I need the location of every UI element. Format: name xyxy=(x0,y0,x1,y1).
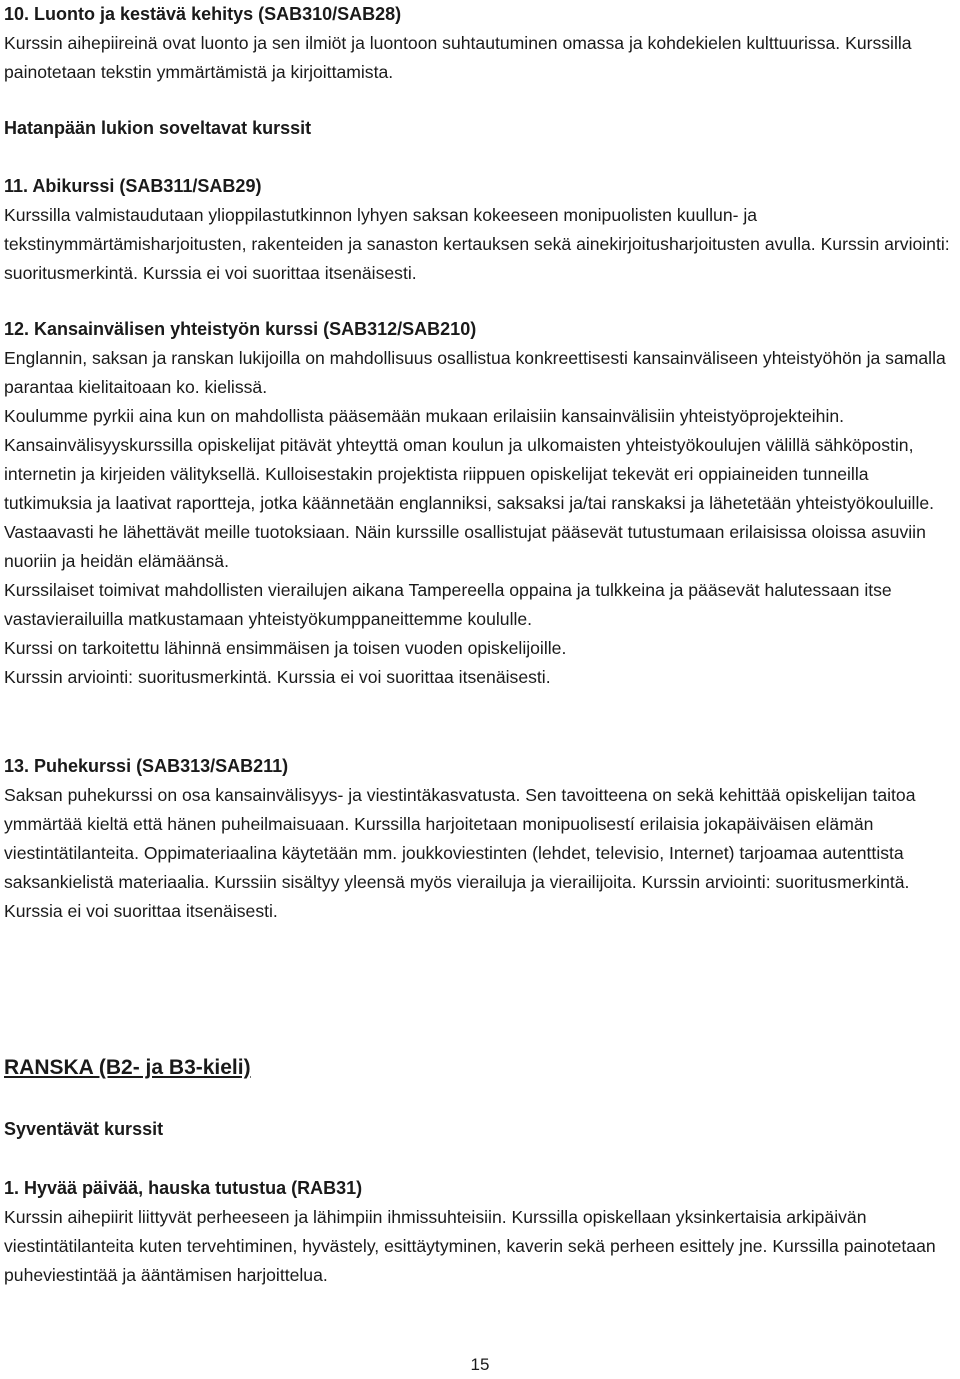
course-group-heading: Syventävät kurssit xyxy=(4,1119,164,1139)
section-heading: 13. Puhekurssi (SAB313/SAB211) xyxy=(4,756,289,776)
section-heading: 1. Hyvää päivää, hauska tutustua (RAB31) xyxy=(4,1178,363,1198)
page-number: 15 xyxy=(470,1355,490,1374)
section-paragraph: Kurssin arviointi: suoritusmerkintä. Kurssia ei voi suorittaa itsenäisesti. xyxy=(4,667,551,687)
section-r1 xyxy=(4,1174,956,1290)
section-paragraph: Kurssilaiset toimivat mahdollisten vierailujen aikana Tampereella oppaina ja tulkkeina ja pääsevät halutessaan itse vastavierailuilla matkustamaan yhteistyökumppaneittemme koululle. xyxy=(4,580,892,629)
section-body: Saksan puhekurssi on osa kansainvälisyys- ja viestintäkasvatusta. Sen tavoitteena on sekä kehittää opiskelijan taitoa ymmärtää kieltä että hänen puheilmaisuaan. Kurssilla harjoitetaan monipuolisestí erilaisia jokapäiväisen elämän viestintätilanteita. Oppimateriaalina käytetään mm. joukkoviestinten (lehdet, televisio, Internet) tarjoamaa autenttista saksankielistä materiaalia. Kurssiin sisältyy yleensä myös vierailuja ja vierailijoita. Kurssin arviointi: suoritusmerkintä. Kurssia ei voi suorittaa itsenäisesti. xyxy=(4,785,916,921)
section-body: Kurssin aihepiirit liittyvät perheeseen ja lähimpiin ihmissuhteisiin. Kurssilla opiskellaan yksinkertaisia arkipäivän viestintätilanteita kuten tervehtiminen, hyvästely, esittäytyminen, kaverin sekä perheen esittely jne. Kurssilla painotetaan puheviestintää ja ääntämisen harjoittelua. xyxy=(4,1207,936,1285)
section-body: Kurssin aihepiireinä ovat luonto ja sen ilmiöt ja luontoon suhtautuminen omassa ja kohdekielen kulttuurissa. Kurssilla painotetaan tekstin ymmärtämistä ja kirjoittamista. xyxy=(4,33,912,82)
section-11 xyxy=(4,172,956,288)
section-body: Kurssilla valmistaudutaan ylioppilastutkinnon lyhyen saksan kokeeseen monipuolisten kuullun- ja tekstinymmärtämisharjoitusten, rakenteiden ja sanaston kertauksen sekä ainekirjoitusharjoitusten avulla. Kurssin arviointi: suoritusmerkintä. Kurssia ei voi suorittaa itsenäisesti. xyxy=(4,205,950,283)
syventavat-heading-block xyxy=(4,1115,956,1144)
section-10 xyxy=(4,0,956,87)
section-paragraph: Koulumme pyrkii aina kun on mahdollista pääsemään mukaan erilaisiin kansainvälisiin yhteistyöprojekteihin. Kansainvälisyyskurssilla opiskelijat pitävät yhteyttä oman koulun ja ulkomaisten yhteistyökoulujen välillä sähköpostin, internetin ja kirjeiden välityksellä. Kulloisestakin projektista riippuen opiskelijat tekevät eri oppiaineiden tunneilla tutkimuksia ja laativat raportteja, jotka käännetään englanniksi, saksaksi ja/tai ranskaksi ja lähetetään yhteistyökouluille. Vastaavasti he lähettävät meille tuotoksiaan. Näin kurssille osallistujat pääsevät tutustumaan erilaisissa oloissa asuviin nuoriin ja heidän elämäänsä. xyxy=(4,406,935,571)
section-heading: 10. Luonto ja kestävä kehitys (SAB310/SAB28) xyxy=(4,4,402,24)
section-heading: 12. Kansainvälisen yhteistyön kurssi (SAB312/SAB210) xyxy=(4,319,477,339)
ranska-heading-block xyxy=(4,1053,956,1083)
section-heading: 11. Abikurssi (SAB311/SAB29) xyxy=(4,176,262,196)
language-heading: RANSKA (B2- ja B3-kieli) xyxy=(4,1056,251,1079)
section-paragraph: Kurssi on tarkoitettu lähinnä ensimmäisen ja toisen vuoden opiskelijoille. xyxy=(4,638,567,658)
school-courses-heading: Hatanpään lukion soveltavat kurssit xyxy=(4,118,312,138)
section-12 xyxy=(4,315,956,692)
section-13 xyxy=(4,752,956,926)
section-paragraph: Englannin, saksan ja ranskan lukijoilla on mahdollisuus osallistua konkreettisesti kansainväliseen yhteistyöhön ja samalla parantaa kielitaitoaan ko. kielissä. xyxy=(4,348,946,397)
school-courses-heading-block xyxy=(4,114,956,143)
